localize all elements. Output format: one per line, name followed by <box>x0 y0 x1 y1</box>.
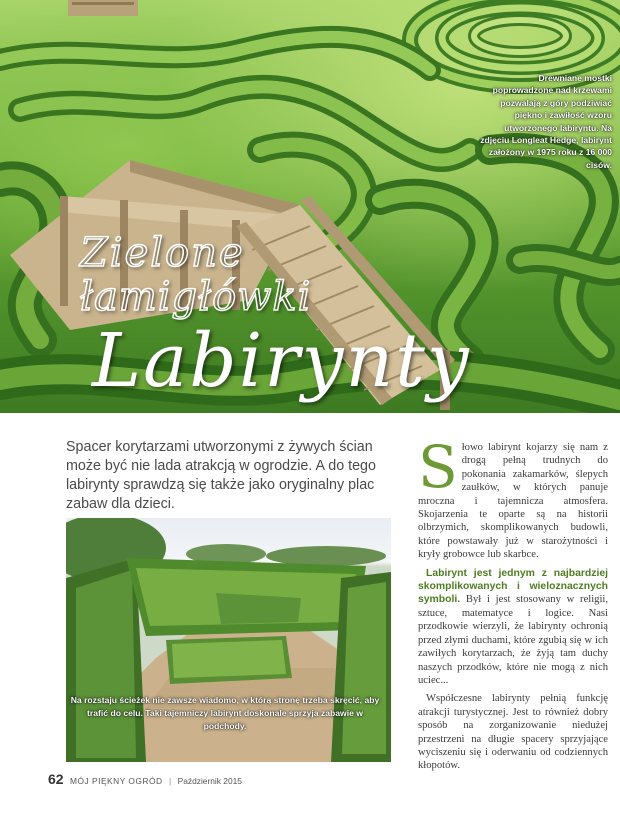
drop-cap: S <box>418 433 458 501</box>
article-column <box>418 433 608 778</box>
article-paragraph-3: Współczesne labirynty pełnią funkcję atrakcji turystycznej. Jest to również dobry sposób na zorganizowanie niedużej przestrzeni na długie spacery sprzyjające wyciszeniu się i oderwaniu od codziennych kłopotów. <box>418 693 608 772</box>
title-line-1: Zielone <box>80 230 245 276</box>
page-number: 62 <box>48 771 64 787</box>
magazine-name: MÓJ PIĘKNY OGRÓD <box>70 776 163 786</box>
maze-path-photo <box>66 518 391 762</box>
title-line-2: łamigłówki <box>80 274 312 320</box>
hero-caption: Drewniane mostki poprowadzone nad krzewami pozwalają z góry podziwiać piękno i zawiłość wzoru utworzonego labiryntu. Na zdjęciu Longleat Hedge, labirynt założony w 1975 roku z 16 000 cisów. <box>480 73 612 170</box>
article-p2-bold: Labirynt jest jednym z najbardziej skomplikowanych i wieloznacznych symboli. <box>418 567 608 606</box>
article-paragraph-2 <box>418 567 608 688</box>
issue-date: Październik 2015 <box>177 776 242 786</box>
article-p2-text: Był i jest stosowany w religii, sztuce, matematyce i logice. Nasi przodkowie wierzyli, że labirynty ochronią przed złymi duchami, które zgubią się w ich zawiłych korytarzach, że żyją tam duchy naszych przodków, które nie mogą z nich uciec... <box>418 594 608 686</box>
article-paragraph-1 <box>418 433 608 562</box>
photo2-caption: Na rozstaju ścieżek nie zawsze wiadomo, w którą stronę trzeba skręcić, aby trafić do celu. Taki tajemniczy labirynt doskonale sprzyja zabawie w podchody. <box>70 695 380 731</box>
article-p1-text: łowo labirynt kojarzy się nam z drogą pełną trudnych do pokonania zakamarków, ślepych zaułków, w których panuje mroczna i tajemnicza atmosfera. Skojarzenia te oparte są na historii olbrzymich, skomplikowanych budowli, które powstawały już w starożytności i kryły grobowce lub skarbce. <box>418 442 608 561</box>
lead-paragraph: Spacer korytarzami utworzonymi z żywych ścian może być nie lada atrakcją w ogrodzie. A do tego labirynty sprawdzą się także jako oryginalny plac zabaw dla dzieci. <box>66 439 376 512</box>
title-line-3: Labirynty <box>92 318 471 404</box>
page-footer <box>48 771 348 789</box>
footer-separator: | <box>169 776 172 786</box>
